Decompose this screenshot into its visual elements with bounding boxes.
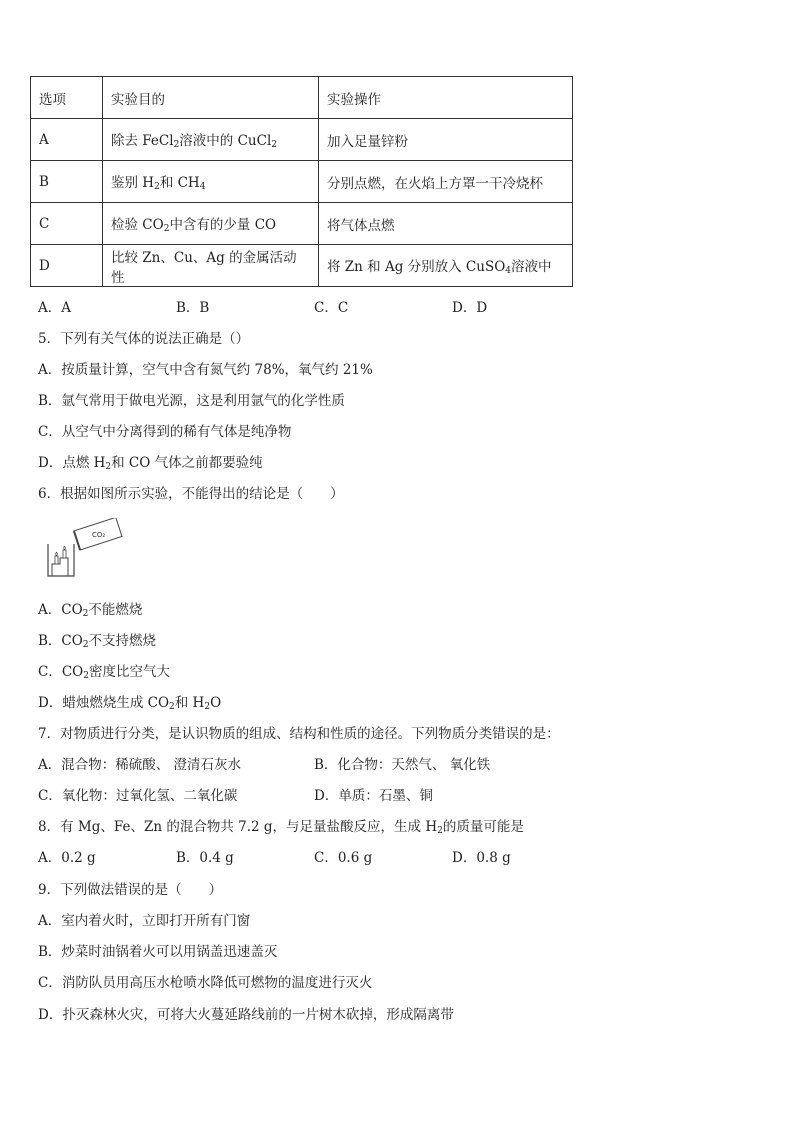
purpose-cell: 除去 FeCl$_2$溶液中的 CuCl$_2$	[103, 119, 319, 161]
q5-option-c: C．从空气中分离得到的稀有气体是纯净物	[38, 424, 292, 440]
experiment-table	[30, 76, 573, 287]
table-row	[31, 203, 573, 245]
candle-icon	[63, 550, 66, 558]
q5-option-b: B．氩气常用于做电光源，这是利用氩气的化学性质	[38, 393, 345, 409]
q4-option-c: C．C	[314, 300, 349, 316]
q5-option-a: A．按质量计算，空气中含有氮气约 78%，氧气约 21%	[38, 362, 373, 378]
purpose-cell: 鉴别 $H_2$和 $CH_4$	[103, 161, 319, 203]
header-cell: 选项	[31, 77, 103, 119]
header-cell: 实验操作	[319, 77, 573, 119]
purpose-cell: 检验 $CO_2$中含有的少量 CO	[103, 203, 319, 245]
q7-option-b: B．化合物：天然气、 氧化铁	[314, 757, 491, 773]
q9-option-c: C．消防队员用高压水枪喷水降低可燃物的温度进行灭火	[38, 975, 373, 991]
q5-stem: 5．下列有关气体的说法正确是（）	[38, 331, 250, 347]
option-cell: A	[31, 119, 103, 161]
header-cell: 实验目的	[103, 77, 319, 119]
q7-option-a: A．混合物：稀硫酸、 澄清石灰水	[38, 757, 242, 773]
q9-option-a: A．室内着火时，立即打开所有门窗	[38, 913, 251, 929]
operation-cell: 加入足量锌粉	[319, 119, 573, 161]
operation-cell: 分别点燃，在火焰上方罩一干冷烧杯	[319, 161, 573, 203]
q8-option-a: A．0.2 g	[38, 850, 96, 866]
co2-experiment-figure	[42, 518, 128, 582]
table-row	[31, 245, 573, 287]
q8-option-b: B．0.4 g	[176, 850, 234, 866]
q6-option-d: D．蜡烛燃烧生成 $CO_2$和 $H_2O$	[38, 695, 222, 712]
q4-option-b: B．B	[176, 300, 210, 316]
flame-icon	[64, 546, 66, 550]
q6-option-a: A．$CO_2$不能燃烧	[38, 602, 143, 619]
purpose-cell: 比较 Zn、Cu、Ag 的金属活动性	[103, 245, 319, 287]
q9-option-b: B．炒菜时油锅着火可以用锅盖迅速盖灭	[38, 944, 278, 960]
q8-stem: 8．有 Mg、Fe、Zn 的混合物共 7.2 g，与足量盐酸反应，生成 $H_2$的质量可能是	[38, 819, 524, 836]
q7-option-c: C．氧化物：过氧化氢、二氧化碳	[38, 788, 238, 804]
operation-cell: 将 Zn 和 Ag 分别放入 CuSO$_4$溶液中	[319, 245, 573, 287]
operation-cell: 将气体点燃	[319, 203, 573, 245]
q8-option-d: D．0.8 g	[452, 850, 511, 866]
flame-icon	[56, 552, 58, 556]
q6-option-b: B．$CO_2$不支持燃烧	[38, 633, 157, 650]
q7-option-d: D．单质：石墨、铜	[314, 788, 433, 804]
option-cell: B	[31, 161, 103, 203]
q5-option-d: D．点燃 $H_2$和 CO 气体之前都要验纯	[38, 455, 263, 472]
q8-option-c: C．0.6 g	[314, 850, 373, 866]
option-cell: D	[31, 245, 103, 287]
q4-option-d: D．D	[452, 300, 488, 316]
q6-stem: 6．根据如图所示实验，不能得出的结论是（ ）	[38, 486, 344, 502]
q9-stem: 9．下列做法错误的是（ ）	[38, 882, 223, 898]
co2-label: CO₂	[92, 531, 106, 539]
candle-icon	[55, 556, 58, 564]
q4-option-a: A．A	[38, 300, 71, 316]
q6-option-c: C．$CO_2$密度比空气大	[38, 664, 170, 681]
table-row	[31, 161, 573, 203]
option-cell: C	[31, 203, 103, 245]
table-header-row	[31, 77, 573, 119]
q9-option-d: D．扑灭森林火灾，可将大火蔓延路线前的一片树木砍掉，形成隔离带	[38, 1007, 454, 1023]
table-row	[31, 119, 573, 161]
q7-stem: 7．对物质进行分类，是认识物质的组成、结构和性质的途径。下列物质分类错误的是：	[38, 726, 560, 742]
